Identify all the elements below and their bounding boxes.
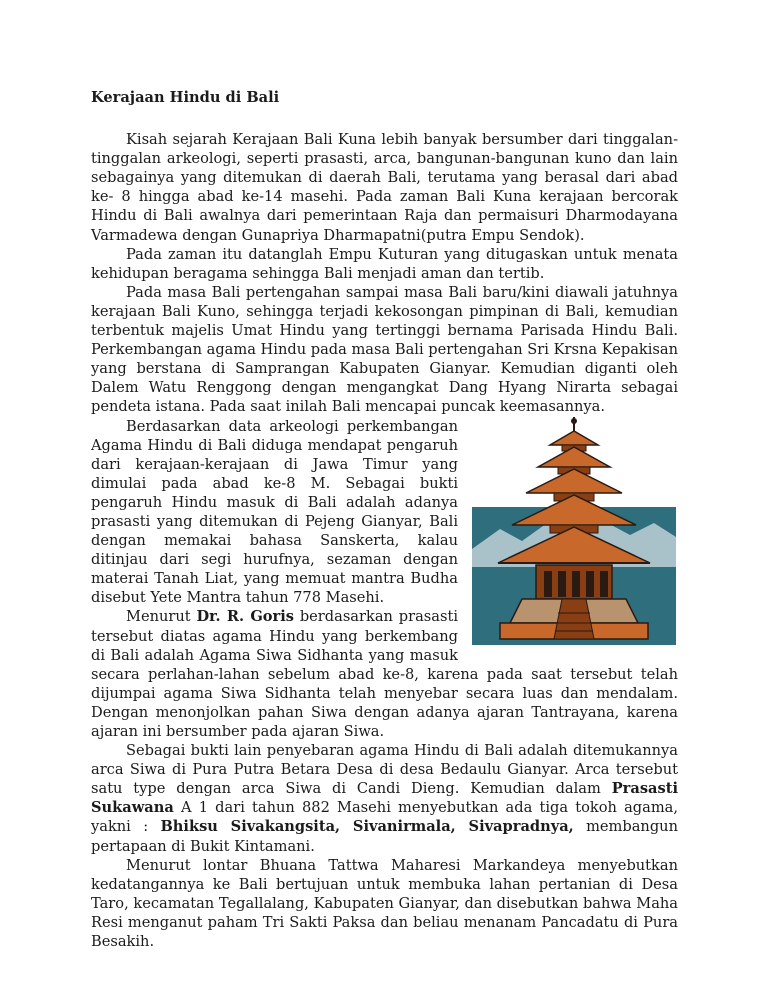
- author-name-bold: Dr. R. Goris: [196, 608, 294, 626]
- paragraph-6-text-a: Sebagai bukti lain penyebaran agama Hindu di Bali adalah ditemukannya arca Siwa di Pura Putra Betara Desa di desa Bedaulu Gianyar. Arca tersebut satu type dengan arca Siwa di Candi Dieng. Kemudian dalam: [91, 742, 678, 798]
- paragraph-5-text-a: Menurut: [126, 608, 197, 626]
- paragraph-1: Kisah sejarah Kerajaan Bali Kuna lebih banyak bersumber dari tinggalan-tinggalan arkeologi, seperti prasasti, arca, bangunan-bangunan kuno dan lain sebagainya yang ditemukan di daerah Bali, terutama yang berasal dari abad ke- 8 hingga abad ke-14 masehi. Pada zaman Bali Kuna kerajaan bercorak Hindu di Bali awalnya dari pemerintaan Raja dan permaisuri Dharmodayana Varmadewa dengan Gunapriya Dharmapatni(putra Empu Sendok).: [91, 131, 678, 244]
- document-title: Kerajaan Hindu di Bali: [91, 89, 280, 106]
- paragraph-6-text-c: membangun pertapaan di Bukit Kintamani.: [91, 818, 678, 855]
- religious-figures-bold: Bhiksu Sivakangsita, Sivanirmala, Sivapradnya,: [160, 818, 574, 836]
- pagoda-icon: [470, 417, 678, 645]
- document-body: [91, 88, 678, 951]
- pagoda-illustration: [470, 417, 678, 645]
- paragraph-2: Pada zaman itu datanglah Empu Kuturan yang ditugaskan untuk menata kehidupan beragama sehingga Bali menjadi aman dan tertib.: [91, 245, 678, 282]
- paragraph-6: [91, 741, 678, 856]
- paragraph-6-text-b: A 1 dari tahun 882 Masehi menyebutkan ada tiga tokoh agama, yakni :: [91, 799, 678, 836]
- paragraph-3: Pada masa Bali pertengahan sampai masa Bali baru/kini diawali jatuhnya kerajaan Bali Kuno, sehingga terjadi kekosongan pimpinan di Bali, kemudian terbentuk majelis Umat Hindu yang tertinggi bernama Parisada Hindu Bali. Perkembangan agama Hindu pada masa Bali pertengahan Sri Krsna Kepakisan yang berstana di Samprangan Kabupaten Gianyar. Kemudian diganti oleh Dalem Watu Renggong dengan mengangkat Dang Hyang Nirarta sebagai pendeta istana. Pada saat inilah Bali mencapai puncak keemasannya.: [91, 283, 678, 416]
- inscription-name-bold: Prasasti Sukawana: [91, 780, 678, 817]
- paragraph-7: Menurut lontar Bhuana Tattwa Maharesi Markandeya menyebutkan kedatangannya ke Bali bertujuan untuk membuka lahan pertanian di Desa Taro, kecamatan Tegallalang, Kabupaten Gianyar, dan disebutkan bahwa Maha Resi menganut paham Tri Sakti Paksa dan beliau menanam Pancadatu di Pura Besakih.: [91, 856, 678, 951]
- paragraph-5-text-b: berdasarkan prasasti tersebut diatas agama Hindu yang berkembang di Bali adalah Agama Siwa Sidhanta yang masuk secara perlahan-lahan sebelum abad ke-8, karena pada saat tersebut telah dijumpai agama Siwa Sidhanta telah menyebar secara luas dan mendalam. Dengan menonjolkan pahan Siwa dengan adanya ajaran Tantrayana, karena ajaran ini bersumber pada ajaran Siwa.: [91, 608, 678, 740]
- paragraph-4: Berdasarkan data arkeologi perkembangan Agama Hindu di Bali diduga mendapat pengaruh dari kerajaan-kerajaan di Jawa Timur yang dimulai pada abad ke-8 M. Sebagai bukti pengaruh Hindu masuk di Bali adalah adanya prasasti yang ditemukan di Pejeng Gianyar, Bali dengan memakai bahasa Sanskerta, kalau ditinjau dari segi hurufnya, sezaman dengan materai Tanah Liat, yang memuat mantra Budha disebut Yete Mantra tahun 778 Masehi.: [91, 417, 458, 607]
